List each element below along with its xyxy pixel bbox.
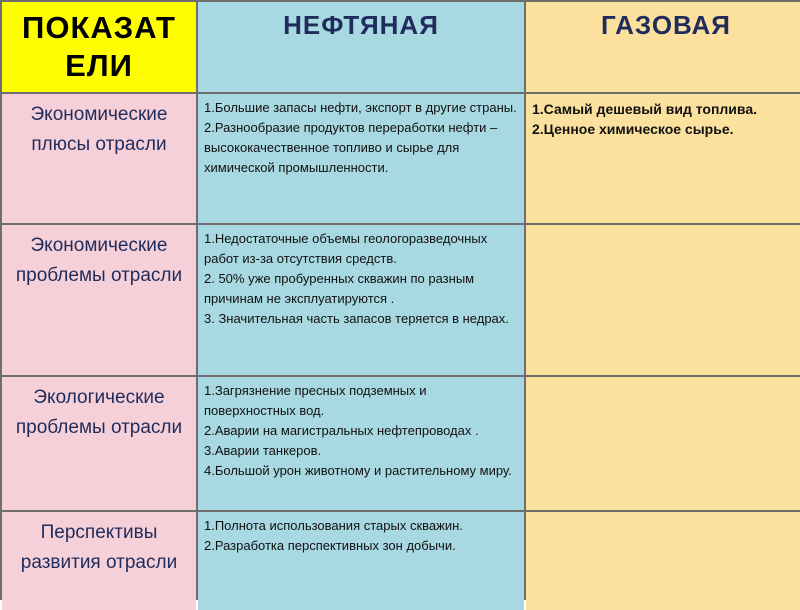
oil-ecological-problems xyxy=(198,377,524,510)
gas-ecological-problems xyxy=(526,377,800,510)
row-label-text: Экономические плюсы отрасли xyxy=(30,104,168,155)
list-item: 3. Значительная часть запасов теряется в недрах. xyxy=(204,311,509,326)
row-label-development-prospects xyxy=(2,512,196,610)
gas-economic-pluses xyxy=(526,94,800,223)
list-item: 1.Полнота использования старых скважин. xyxy=(204,518,463,533)
list-item: 1.Загрязнение пресных подземных и поверхностных вод. xyxy=(204,383,427,418)
header-gas-label: ГАЗОВАЯ xyxy=(601,10,731,40)
header-oil xyxy=(198,2,524,92)
oil-development-prospects xyxy=(198,512,524,610)
row-label-text: Перспективы развития отрасли xyxy=(20,522,178,573)
row-label-economic-pluses xyxy=(2,94,196,223)
row-label-text: Экономические проблемы отрасли xyxy=(15,235,183,286)
list-item: 2. 50% уже пробуренных скважин по разным причинам не эксплуатируются . xyxy=(204,271,475,306)
row-label-economic-problems xyxy=(2,225,196,375)
oil-economic-pluses xyxy=(198,94,524,223)
row-label-ecological-problems xyxy=(2,377,196,510)
list-item: 2.Ценное химическое сырье. xyxy=(532,121,734,137)
list-item: 3.Аварии танкеров. xyxy=(204,443,322,458)
header-indicators-label: ПОКАЗАТ ЕЛИ xyxy=(22,10,176,83)
header-indicators xyxy=(2,2,196,92)
oil-economic-problems xyxy=(198,225,524,375)
list-item: 2.Разнообразие продуктов переработки нефти – высококачественное топливо и сырье для химической промышленности. xyxy=(204,120,498,175)
list-item: 2.Разработка перспективных зон добычи. xyxy=(204,538,456,553)
list-item: 1.Недостаточные объемы геологоразведочных работ из-за отсутствия средств. xyxy=(204,231,488,266)
list-item: 1.Большие запасы нефти, экспорт в другие страны. xyxy=(204,100,517,115)
list-item: 4.Большой урон животному и растительному миру. xyxy=(204,463,512,478)
gas-economic-problems xyxy=(526,225,800,375)
header-oil-label: НЕФТЯНАЯ xyxy=(283,10,439,40)
row-label-text: Экологические проблемы отрасли xyxy=(15,387,183,438)
list-item: 1.Самый дешевый вид топлива. xyxy=(532,101,758,117)
gas-development-prospects xyxy=(526,512,800,610)
header-gas xyxy=(526,2,800,92)
list-item: 2.Аварии на магистральных нефтепроводах . xyxy=(204,423,479,438)
